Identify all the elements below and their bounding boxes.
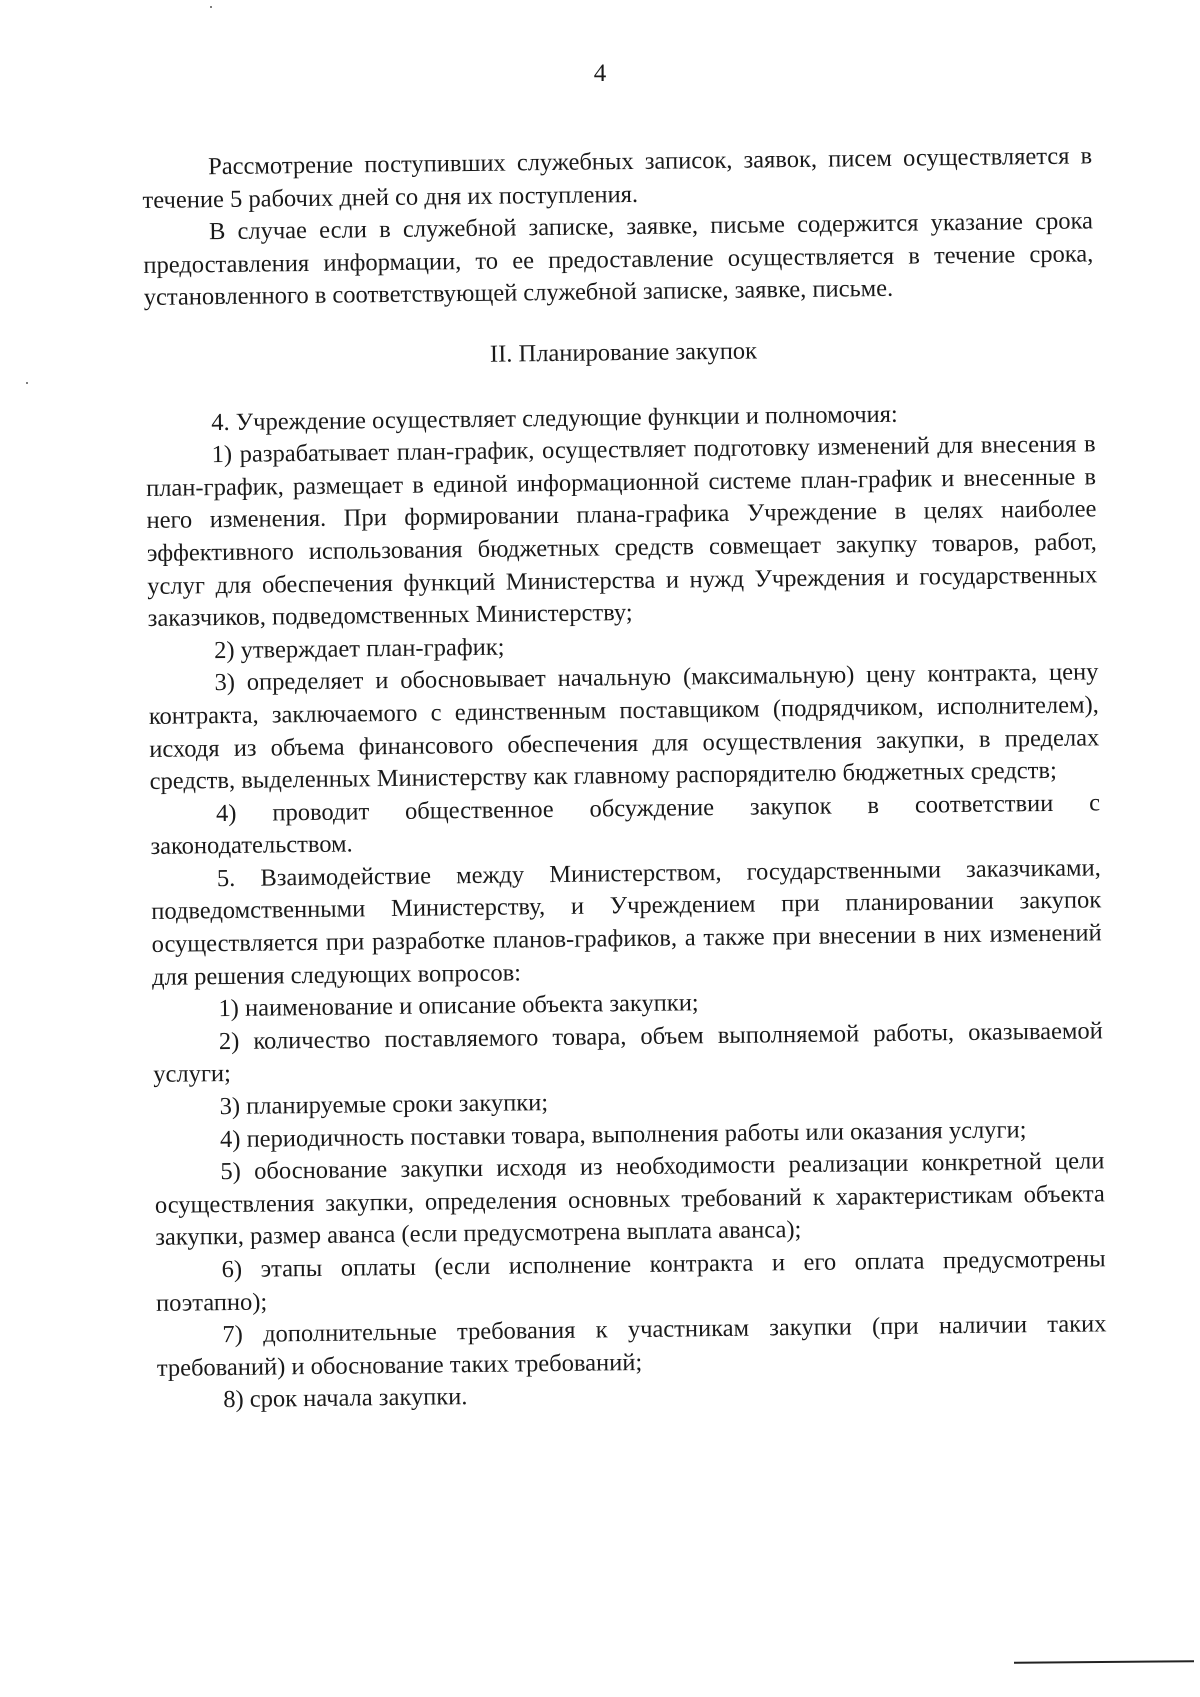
clause-5-item-4: 4) периодичность поставки товара, выполнения работы или оказания услуги; (219, 1115, 1027, 1153)
clause-5-item-2: 2) количество поставляемого товара, объем выполняемой работы, оказываемой услуги; (153, 1017, 1103, 1089)
clause-5-item-7: 7) дополнительные требования к участникам закупки (при наличии таких требований) и обоснование таких требований; (156, 1310, 1107, 1382)
paragraph-deadline-provision: В случае если в служебной записке, заявке, письме содержится указание срока предоставления информации, то ее предоставление осуществляется в течение срока, установленного в соответствующей служебной записке, заявке, письме. (143, 207, 1094, 312)
clause-4-item-1: 1) разрабатывает план-график, осуществляет подготовку изменений для внесения в план-график, размещает в единой информационной системе план-график и внесенные в него изменения. При формировании плана-графика Учреждение в целях наиболее эффективного использования бюджетных средств совмещает закупку товаров, работ, услуг для обеспечения функций Министерства и нужд Учреждения и государственных заказчиков, подведомственных Министерству; (145, 430, 1098, 633)
clause-4-item-2: 2) утверждает план-график; (213, 633, 505, 664)
clause-5-item-1: 1) наименование и описание объекта закупки; (218, 989, 699, 1023)
document-body (142, 140, 1107, 1417)
scan-speck (210, 6, 212, 8)
clause-5-item-8: 8) срок начала закупки. (223, 1383, 468, 1414)
page-number: 4 (593, 60, 607, 87)
clause-4-intro: 4. Учреждение осуществляет следующие функции и полномочия: (211, 400, 898, 436)
clause-5-item-3: 3) планируемые сроки закупки; (219, 1089, 549, 1121)
section-heading: II. Планирование закупок (489, 337, 758, 368)
clause-4-item-3: 3) определяет и обосновывает начальную (максимальную) цену контракта, цену контракта, заключаемого с единственным поставщиком (подрядчиком, исполнителем), исходя из объема финансового обеспечения для осуществления закупки, в пределах средств, выделенных Министерству как главному распорядителю бюджетных средств; (148, 658, 1100, 796)
clause-4-item-4: 4) проводит общественное обсуждение закупок в соответствии с законодательством. (150, 789, 1101, 861)
paragraph-review-timing: Рассмотрение поступивших служебных записок, заявок, писем осуществляется в течение 5 рабочих дней со дня их поступления. (142, 142, 1093, 214)
scan-speck (26, 382, 28, 384)
footnote-separator-line (1014, 1660, 1194, 1663)
clause-5-item-6: 6) этапы оплаты (если исполнение контракта и его оплата предусмотрены поэтапно); (155, 1245, 1106, 1317)
clause-5-intro: 5. Взаимодействие между Министерством, государственными заказчиками, подведомственными Министерству, и Учреждением при планировании закупок осуществляется при разработке планов-графиков, а также при внесении в них изменений для решения следующих вопросов: (151, 854, 1102, 991)
clause-5-item-5: 5) обоснование закупки исходя из необходимости реализации конкретной цели осуществления закупки, определения основных требований к характеристикам объекта закупки, размер аванса (если предусмотрена выплата аванса); (154, 1147, 1105, 1252)
